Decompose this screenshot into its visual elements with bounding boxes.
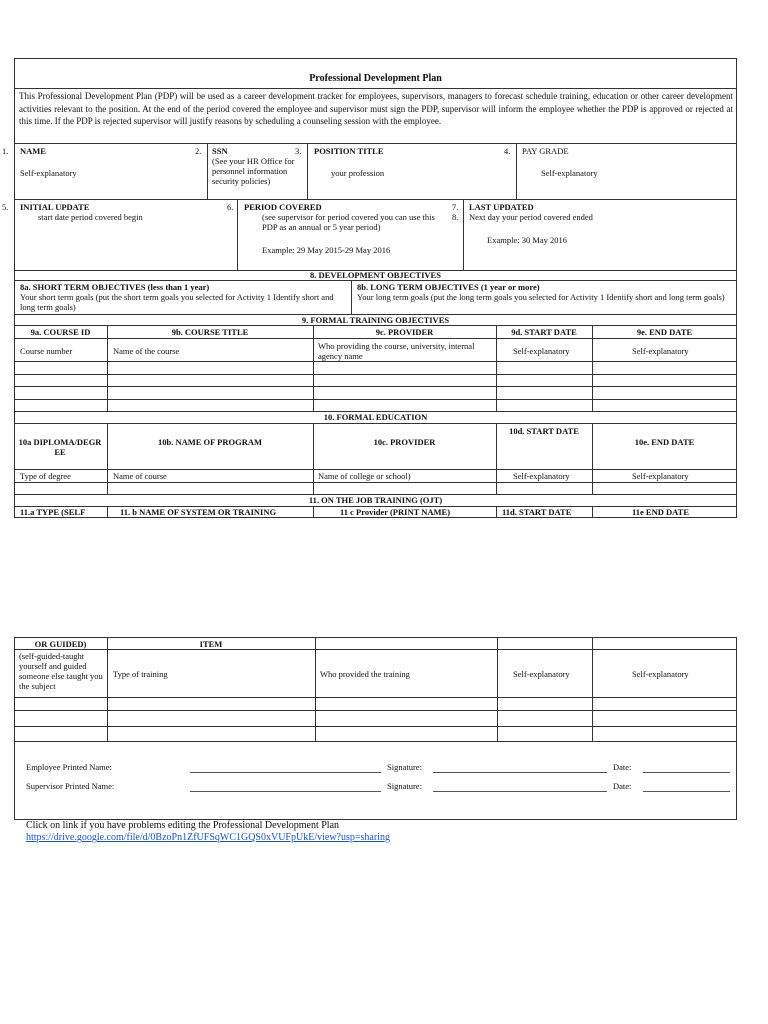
field-number-2: 2. — [195, 146, 202, 156]
education-start-date-cell[interactable]: Self-explanatory — [513, 471, 570, 481]
last-updated-example: Example: 30 May 2016 — [487, 235, 568, 245]
last-updated-value[interactable]: Next day your period covered ended — [469, 212, 593, 222]
training-end-date-header: 9e. END DATE — [636, 327, 693, 337]
supervisor-signature-label: Signature: — [387, 781, 422, 791]
employee-name-label: Employee Printed Name: — [26, 762, 112, 772]
name-value[interactable]: Self-explanatory — [20, 168, 77, 178]
form-frame-bottom — [14, 637, 737, 820]
ojt-type-header: 11.a TYPE (SELF — [20, 507, 86, 517]
field-number-7: 7. — [452, 202, 459, 212]
field-number-5: 5. — [2, 202, 9, 212]
field-number-8: 8. — [452, 212, 459, 222]
training-start-date-header: 9d. START DATE — [511, 327, 577, 337]
supervisor-name-label: Supervisor Printed Name: — [26, 781, 115, 791]
training-start-date-cell[interactable]: Self-explanatory — [513, 346, 570, 356]
last-updated-label: LAST UPDATED — [469, 202, 534, 212]
ojt-end-date-header: 11e END DATE — [632, 507, 689, 517]
field-number-3: 3. — [295, 146, 302, 156]
short-term-label: 8a. SHORT TERM OBJECTIVES (less than 1 year) — [20, 282, 210, 292]
ssn-note: (See your HR Office for personnel information security policies) — [212, 156, 295, 186]
ojt-end-date-cell[interactable]: Self-explanatory — [632, 669, 689, 679]
ojt-start-date-cell[interactable]: Self-explanatory — [513, 669, 570, 679]
position-title-label: POSITION TITLE — [314, 146, 384, 156]
employee-date-label: Date: — [613, 762, 632, 772]
help-link[interactable]: https://drive.google.com/file/d/0BzoPn1ZfUFSqWC1GQS0xVUFpUkE/view?usp=sharing — [26, 832, 390, 843]
ojt-type-note: (self-guided-taught yourself and guided someone else taught you the subject — [19, 651, 103, 691]
long-term-label: 8b. LONG TERM OBJECTIVES (1 year or more) — [357, 282, 540, 292]
period-covered-label: PERIOD COVERED — [244, 202, 322, 212]
employee-signature-label: Signature: — [387, 762, 422, 772]
field-number-1: 1. — [2, 146, 9, 156]
long-term-text[interactable]: Your long term goals (put the long term goals you selected for Activity 1 Identify short and long term goals) — [357, 292, 725, 302]
formal-training-title: 9. FORMAL TRAINING OBJECTIVES — [301, 315, 450, 325]
short-term-text[interactable]: Your short term goals (put the short term goals you selected for Activity 1 Identify short and long term goals) — [20, 292, 334, 312]
period-covered-example[interactable]: Example: 29 May 2015-29 May 2016 — [262, 245, 391, 255]
course-title-cell[interactable]: Name of the course — [113, 346, 180, 356]
ojt-item-header: ITEM — [199, 639, 223, 649]
supervisor-name-line[interactable] — [190, 791, 381, 792]
name-label: NAME — [20, 146, 46, 156]
education-end-date-cell[interactable]: Self-explanatory — [632, 471, 689, 481]
employee-date-line[interactable] — [643, 772, 730, 773]
ojt-type-header-continued: OR GUIDED) — [34, 639, 87, 649]
pay-grade-value[interactable]: Self-explanatory — [541, 168, 598, 178]
ojt-training-type-cell[interactable]: Type of training — [113, 669, 168, 679]
degree-type-cell[interactable]: Type of degree — [20, 471, 71, 481]
position-title-value[interactable]: your profession — [331, 168, 385, 178]
employee-name-line[interactable] — [190, 772, 381, 773]
ojt-provider-header: 11 c Provider (PRINT NAME) — [340, 507, 451, 517]
course-id-cell[interactable]: Course number — [20, 346, 73, 356]
ojt-title: 11. ON THE JOB TRAINING (OJT) — [308, 495, 443, 505]
ojt-provider-cell[interactable]: Who provided the training — [320, 669, 410, 679]
education-start-date-header: 10d. START DATE — [509, 426, 579, 436]
training-end-date-cell[interactable]: Self-explanatory — [632, 346, 689, 356]
education-provider-cell[interactable]: Name of college or school) — [318, 471, 411, 481]
supervisor-signature-line[interactable] — [433, 791, 607, 792]
ojt-start-date-header: 11d. START DATE — [502, 507, 572, 517]
intro-paragraph: This Professional Development Plan (PDP) will be used as a career development tracker for employees, supervisors, managers to forecast schedule training, education or other career development activities relevant to the position. At the end of the period covered the employee and supervisor must sign the PDP, supervisor will inform the employee whether the PDP is approved or rejected at this time. If the PDP is rejected supervisor will justify reasons by scheduling a counseling session with the employee. — [19, 91, 733, 126]
field-number-6: 6. — [227, 202, 234, 212]
employee-signature-line[interactable] — [433, 772, 607, 773]
training-provider-cell[interactable]: Who providing the course, university, internal agency name — [318, 341, 475, 361]
course-title-header: 9b. COURSE TITLE — [171, 327, 249, 337]
supervisor-date-label: Date: — [613, 781, 632, 791]
education-provider-header: 10c. PROVIDER — [373, 437, 436, 447]
initial-update-label: INITIAL UPDATE — [20, 202, 90, 212]
education-end-date-header: 10e. END DATE — [634, 437, 695, 447]
program-name-header: 10b. NAME OF PROGRAM — [157, 437, 263, 447]
diploma-header: 10a DIPLOMA/DEGR EE — [18, 437, 102, 457]
training-provider-header: 9c. PROVIDER — [375, 327, 434, 337]
ssn-label: SSN — [212, 146, 228, 156]
supervisor-date-line[interactable] — [643, 791, 730, 792]
help-note: Click on link if you have problems editing the Professional Development Plan — [26, 820, 340, 831]
field-number-4: 4. — [504, 146, 511, 156]
pay-grade-label: PAY GRADE — [522, 146, 569, 156]
development-objectives-title: 8. DEVELOPMENT OBJECTIVES — [310, 270, 441, 280]
ojt-system-header: 11. b NAME OF SYSTEM OR TRAINING — [120, 507, 277, 517]
program-name-cell[interactable]: Name of course — [113, 471, 167, 481]
formal-education-title: 10. FORMAL EDUCATION — [323, 412, 428, 422]
course-id-header: 9a. COURSE ID — [30, 327, 91, 337]
page-title: Professional Development Plan — [309, 73, 442, 84]
initial-update-value[interactable]: start date period covered begin — [38, 212, 143, 222]
period-covered-note: (see supervisor for period covered you can use this PDP as an annual or 5 year period) — [262, 212, 435, 232]
